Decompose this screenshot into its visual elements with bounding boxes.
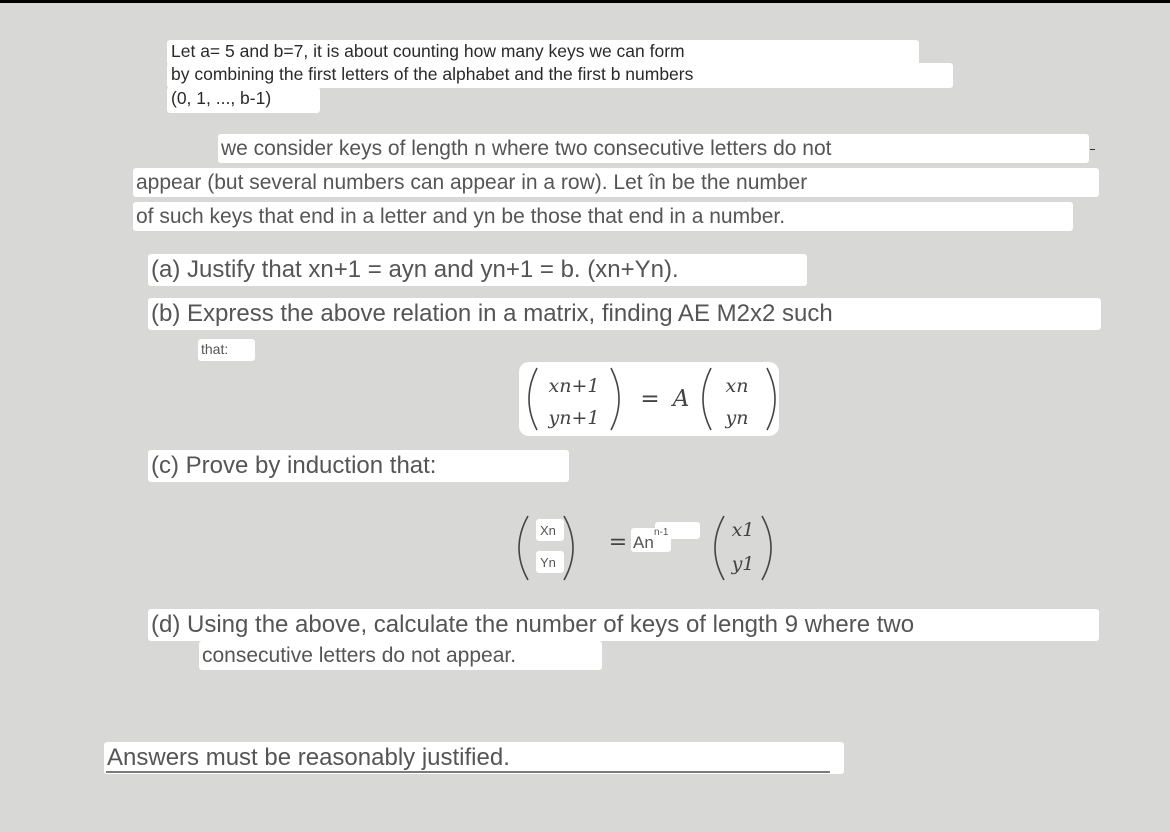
intro-line-1: Let a= 5 and b=7, it is about counting how many keys we can form bbox=[167, 40, 919, 65]
eq2-matrix-an: An bbox=[633, 533, 654, 552]
setup-line-2: appear (but several numbers can appear in a row). Let în be the number bbox=[133, 168, 1099, 197]
intro-line-3: (0, 1, ..., b-1) bbox=[167, 87, 320, 113]
setup-line-3: of such keys that end in a letter and yn be those that end in a number. bbox=[133, 202, 1073, 231]
eq2-exponent: n-1 bbox=[654, 527, 669, 538]
eq1-top-left: xn+1 bbox=[548, 375, 600, 397]
eq1-equals: = bbox=[640, 386, 660, 412]
recurrence-matrix-equation bbox=[519, 362, 779, 436]
setup-line-1: we consider keys of length n where two consecutive letters do not bbox=[218, 134, 1089, 163]
eq2-top-left: Xn bbox=[540, 523, 556, 538]
eq2-bottom-left: Yn bbox=[540, 555, 556, 570]
eq2-bottom-right: y1 bbox=[731, 553, 755, 575]
induction-matrix-equation bbox=[510, 510, 790, 586]
part-c: (c) Prove by induction that: bbox=[148, 450, 569, 482]
eq1-top-right: xn bbox=[725, 375, 749, 397]
part-b-line-1: (b) Express the above relation in a matrix, finding AE M2x2 such bbox=[148, 298, 1101, 330]
eq1-matrix-a: A bbox=[672, 386, 690, 412]
footer-underline bbox=[106, 771, 830, 773]
top-border bbox=[0, 0, 1170, 3]
part-d-line-1: (d) Using the above, calculate the number of keys of length 9 where two bbox=[148, 609, 1099, 641]
stray-dash bbox=[1090, 149, 1095, 150]
footer-note: Answers must be reasonably justified. bbox=[104, 742, 844, 774]
part-a: (a) Justify that xn+1 = ayn and yn+1 = b. (xn+Yn). bbox=[148, 254, 807, 286]
eq2-top-right: x1 bbox=[731, 519, 755, 541]
eq2-equals: = bbox=[608, 530, 628, 555]
intro-line-2: by combining the first letters of the alphabet and the first b numbers bbox=[167, 63, 953, 88]
eq1-bottom-right: yn bbox=[725, 407, 749, 429]
part-b-line-2: that: bbox=[198, 339, 255, 361]
part-d-line-2: consecutive letters do not appear. bbox=[199, 641, 602, 670]
eq1-bottom-left: yn+1 bbox=[548, 407, 600, 429]
